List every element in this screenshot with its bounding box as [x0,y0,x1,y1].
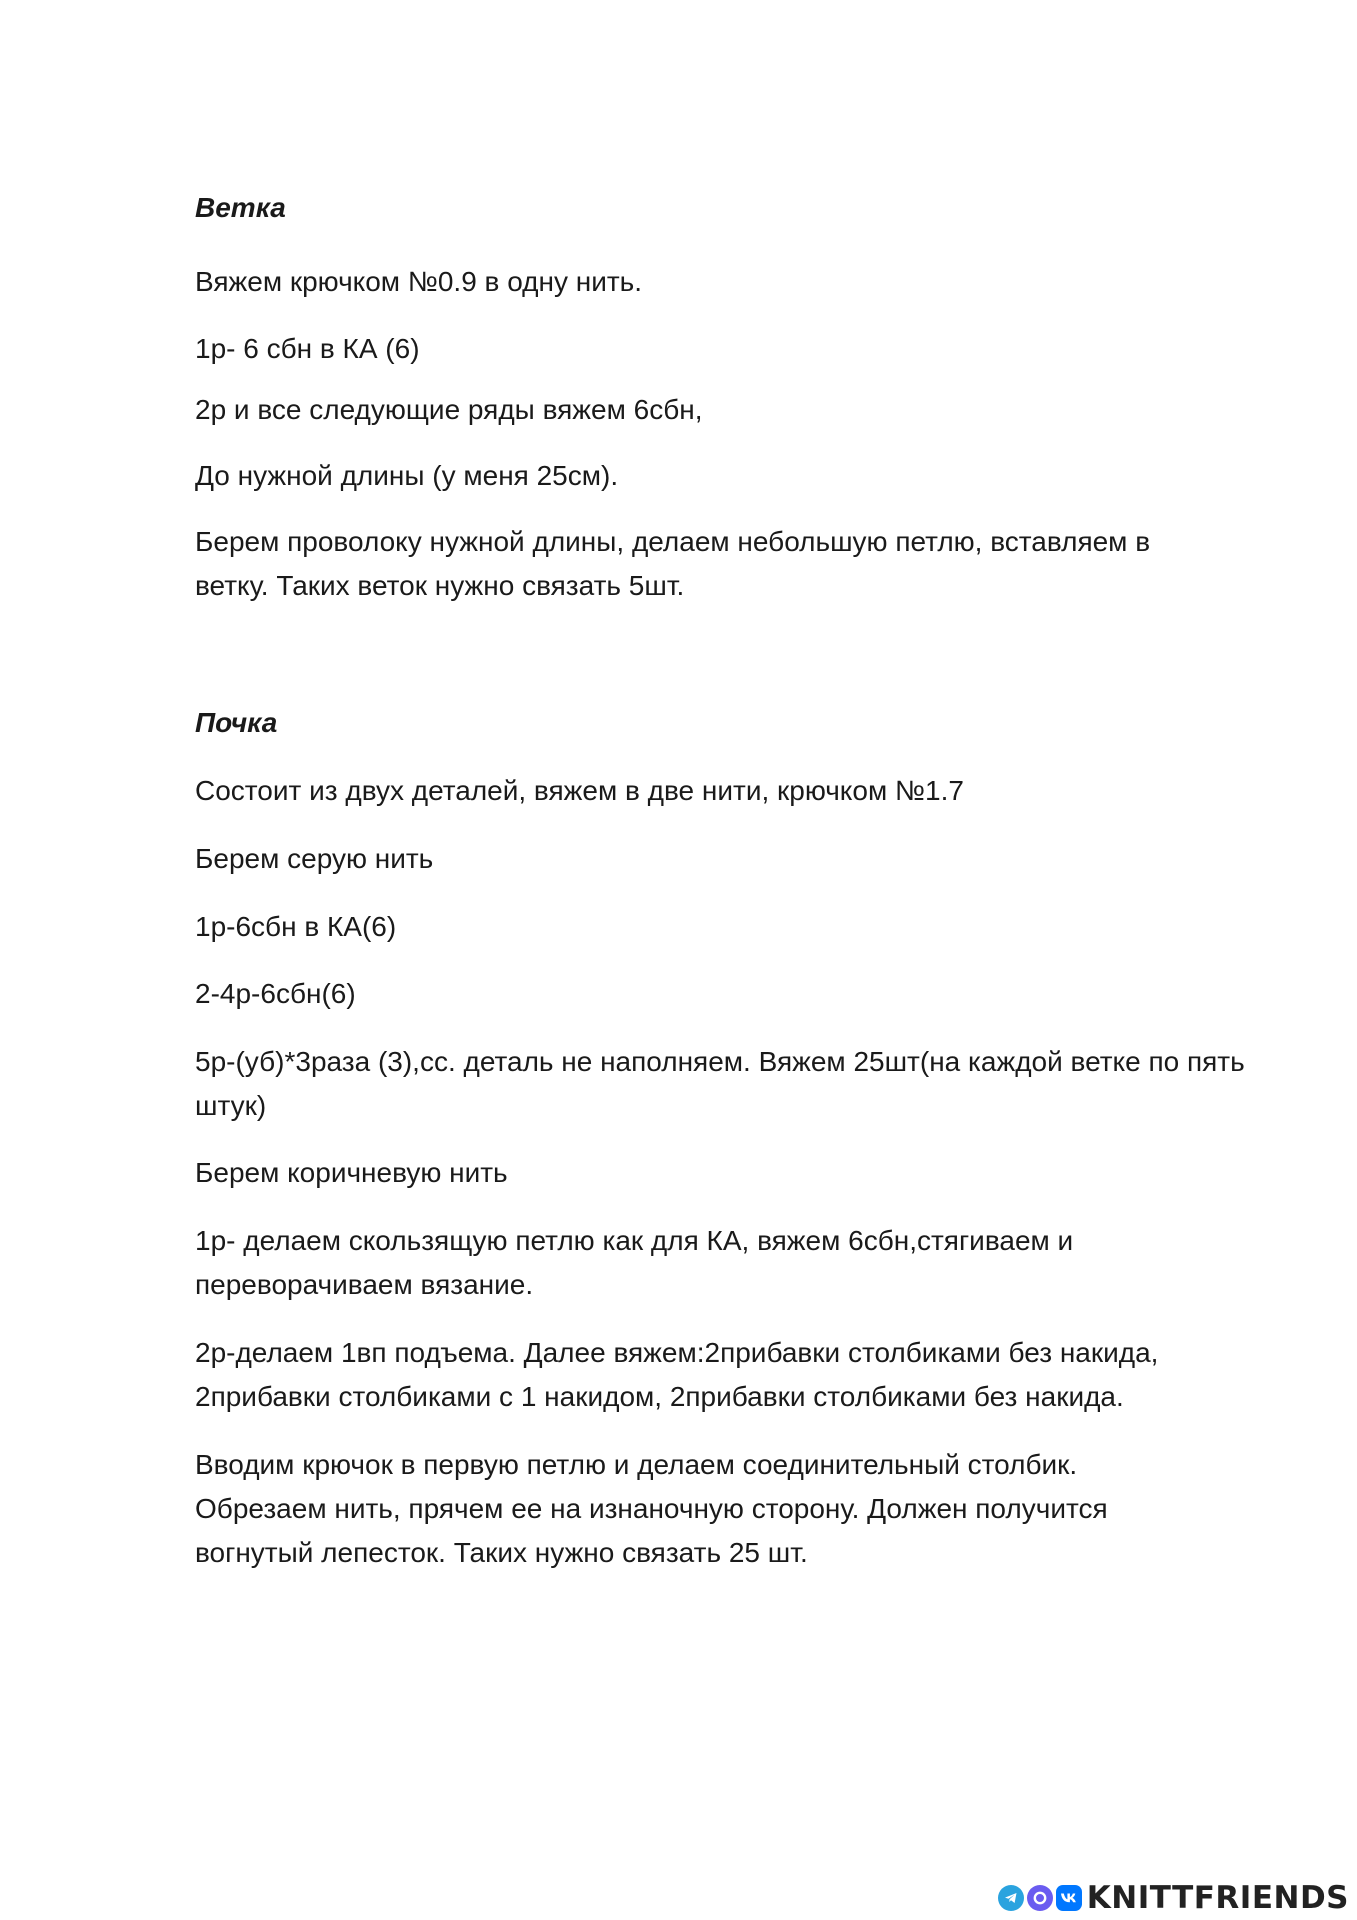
vk-icon [1056,1885,1082,1911]
paragraph: 2р-делаем 1вп подъема. Далее вяжем:2прибавки столбиками без накида, 2прибавки столбиками с 1 накидом, 2прибавки столбиками без накида. [195,1337,1159,1412]
paragraph: 1р- 6 сбн в КА (6) [195,333,420,364]
section-heading: Почка [195,707,278,738]
paragraph: До нужной длины (у меня 25см). [195,460,619,491]
watermark-text: KNITTFRIENDS [1086,1880,1349,1916]
paragraph: 5р-(уб)*3раза (3),сс. деталь не наполняем. Вяжем 25шт(на каждой ветке по пять штук) [195,1046,1245,1121]
paragraph: Берем серую нить [195,843,434,874]
max-messenger-icon [1027,1885,1053,1911]
paragraph: 1р- делаем скользящую петлю как для КА, вяжем 6сбн,стягиваем и переворачиваем вязание. [195,1225,1074,1300]
watermark [998,1880,1349,1916]
telegram-icon [998,1885,1024,1911]
section-heading: Ветка [195,192,286,223]
paragraph: Вяжем крючком №0.9 в одну нить. [195,266,643,297]
section-branch [195,190,1255,601]
paragraph: Вводим крючок в первую петлю и делаем соединительный столбик. Обрезаем нить, прячем ее на изнаночную сторону. Должен получится вогнутый лепесток. Таких нужно связать 25 шт. [195,1449,1108,1568]
paragraph: 2-4р-6сбн(6) [195,978,356,1009]
paragraph: Состоит из двух деталей, вяжем в две нити, крючком №1.7 [195,775,964,806]
paragraph: 2р и все следующие ряды вяжем 6сбн, [195,394,703,425]
section-bud [195,705,1255,1568]
paragraph: Берем коричневую нить [195,1157,508,1188]
paragraph: Берем проволоку нужной длины, делаем небольшую петлю, вставляем в ветку. Таких веток нужно связать 5шт. [195,526,1151,601]
paragraph: 1р-6сбн в КА(6) [195,911,397,942]
